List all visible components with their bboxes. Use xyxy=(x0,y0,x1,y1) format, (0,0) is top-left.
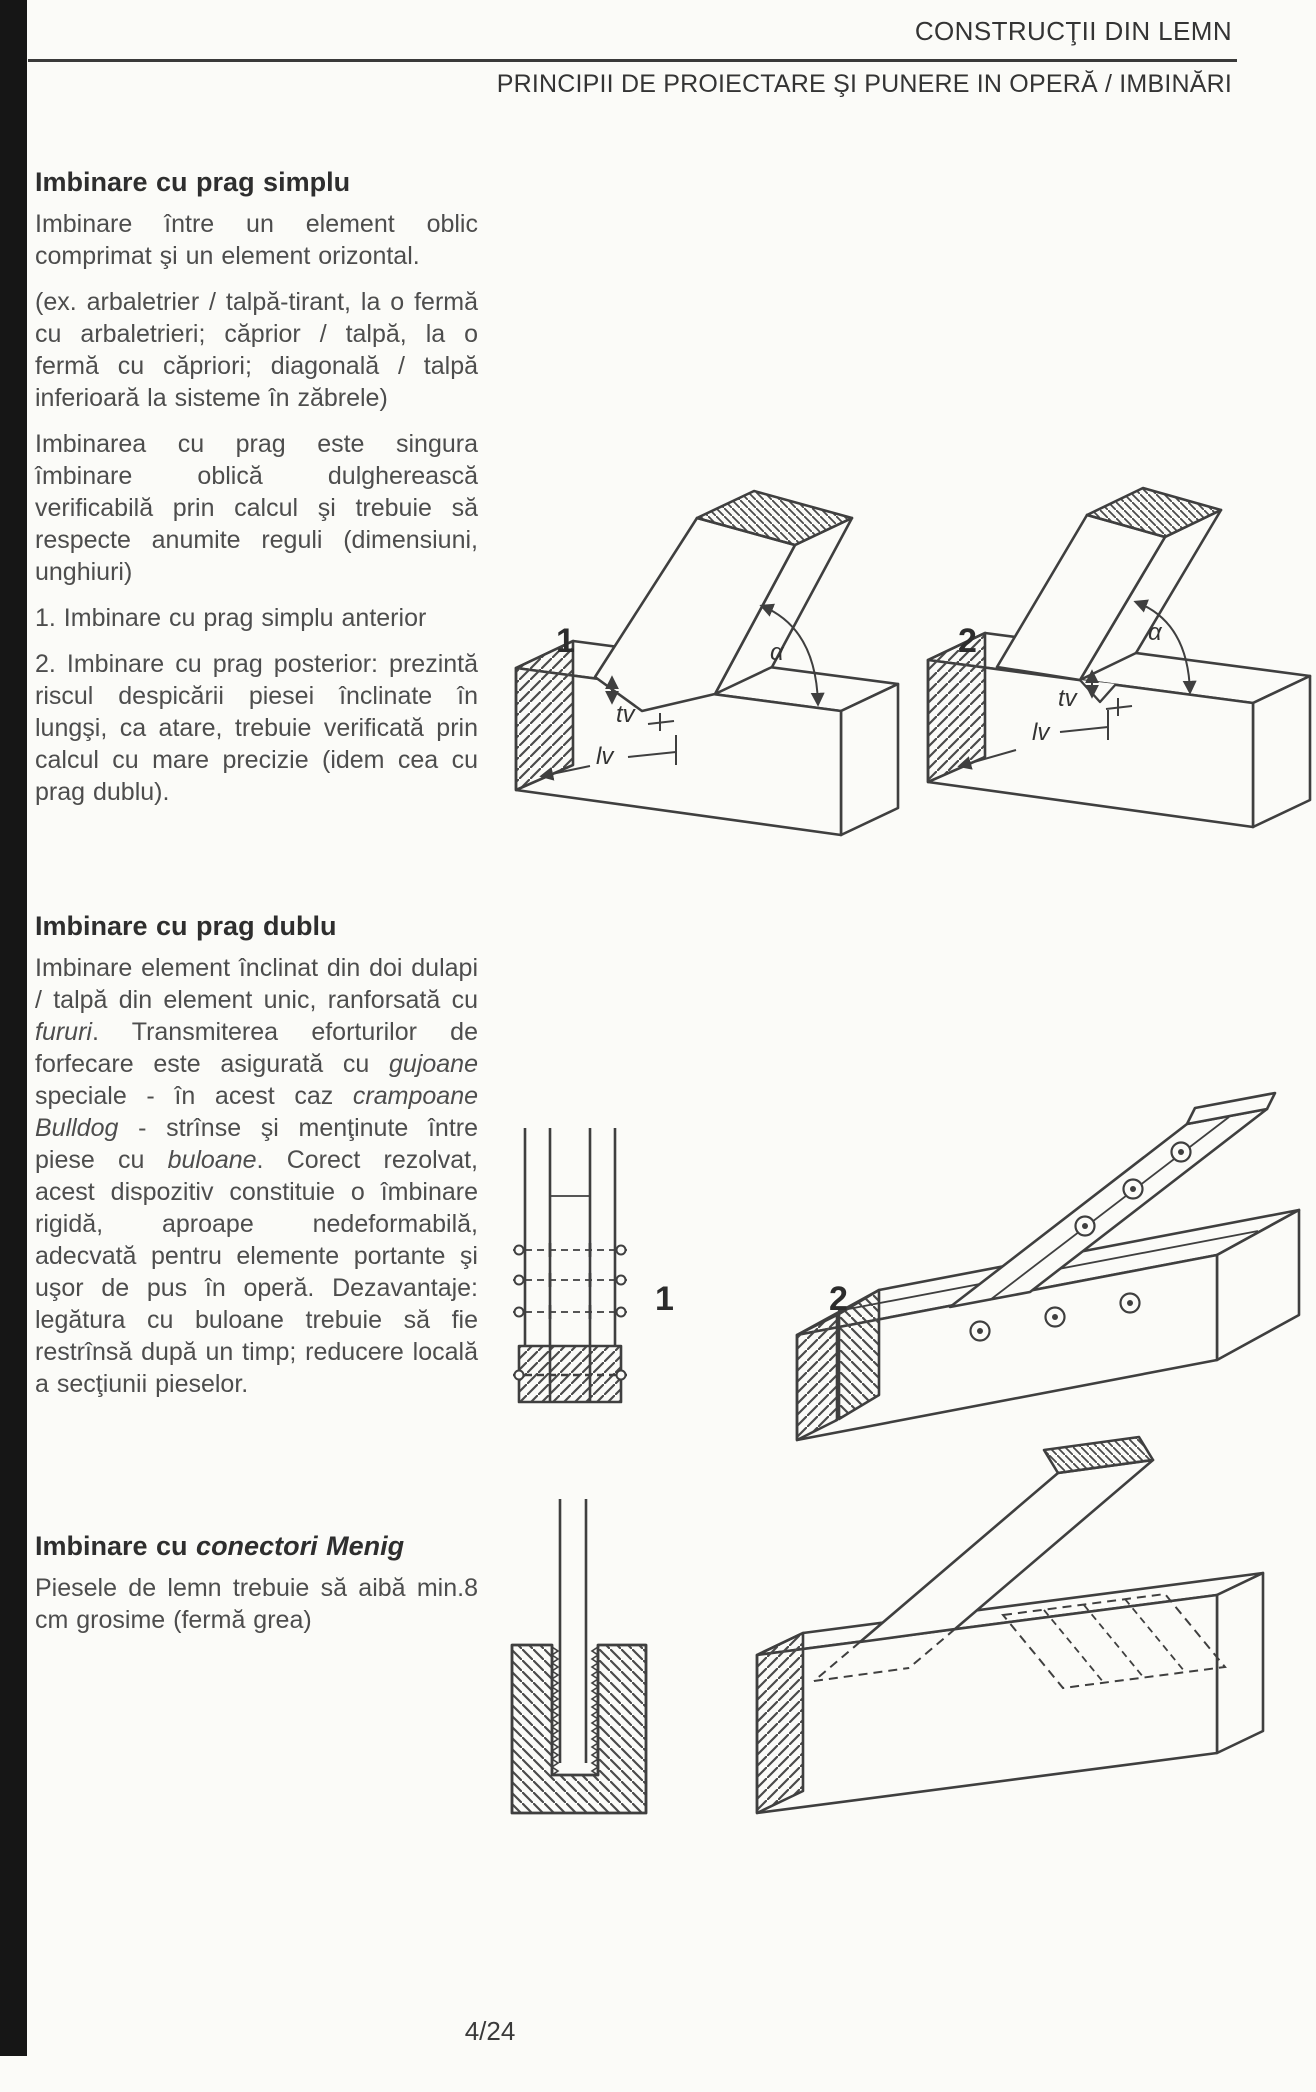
alpha-label: α xyxy=(1148,619,1162,646)
section1-paragraph-2: (ex. arbaletrier / talpă-tirant, la o fermă cu arbaletrieri; căprior / talpă, la o fermă cu căpriori; diagonală / talpă inferioară la sisteme în zăbrele) xyxy=(35,288,478,412)
section3-paragraph: Piesele de lemn trebuie să aibă min.8 cm grosime (fermă grea) xyxy=(35,1574,478,1634)
section1-title: Imbinare cu prag simplu xyxy=(35,167,351,197)
left-margin-bar xyxy=(0,0,27,2056)
figure-prag-dublu-elevation xyxy=(505,1120,715,1420)
figure-menig-channel xyxy=(500,1495,670,1825)
figure-number: 1 xyxy=(655,1280,674,1318)
text-run-italic: conectori Menig xyxy=(196,1531,405,1561)
text-run: - strînse şi menţinute între piese cu xyxy=(35,1114,478,1174)
hanging-member xyxy=(560,1499,586,1763)
section3-title xyxy=(35,1530,478,1562)
section2-title: Imbinare cu prag dublu xyxy=(35,911,337,941)
text-run: Imbinare element înclinat din doi dulapi / talpă din element unic, ranforsată cu xyxy=(35,954,478,1014)
figure-number: 2 xyxy=(829,1280,848,1318)
tv-label: tv xyxy=(616,701,635,728)
text-run: speciale - în acest caz xyxy=(35,1082,353,1110)
text-run: Imbinare cu xyxy=(35,1531,197,1561)
section-prag-simplu xyxy=(35,166,478,808)
section2-paragraph xyxy=(35,952,478,1400)
text-run: . Transmiterea eforturilor de forfecare este asigurată cu xyxy=(35,1018,478,1078)
text-run: . Corect rezolvat, acest dispozitiv constituie o îmbinare rigidă, aproape nedeformabilă, adecvată pentru elemente portante şi uşor de pus în operă. Dezavantaje: legătura cu buloane trebuie să fie restrînsă după un timp; reducere locală a secţiunii pieselor. xyxy=(35,1146,478,1398)
laminated-members xyxy=(525,1128,615,1346)
section1-paragraph-1: Imbinare între un element oblic comprimat şi un element orizontal. xyxy=(35,210,478,270)
figure-prag-posterior xyxy=(860,430,1316,840)
header-subtitle: PRINCIPII DE PROIECTARE ŞI PUNERE IN OPERĂ / IMBINĂRI xyxy=(496,70,1232,98)
figure-menig-perspective xyxy=(745,1415,1305,1830)
beam-end-grain-hatch xyxy=(516,641,573,790)
base-block xyxy=(513,1346,627,1402)
figure-number: 1 xyxy=(556,622,575,660)
header-rule xyxy=(28,59,1237,62)
bolt-rows xyxy=(513,1243,627,1319)
beam-end-grain-hatch xyxy=(757,1633,803,1813)
section1-item-2: 2. Imbinare cu prag posterior: prezintă riscul despicării piesei înclinate în lungşi, ca atare, trebuie verificată prin calcul cu mare precizie (idem cea cu prag dublu). xyxy=(35,650,478,806)
page-number: 4/24 xyxy=(464,2016,516,2046)
text-run-italic: fururi xyxy=(35,1018,92,1046)
document-title: CONSTRUCŢII DIN LEMN xyxy=(914,16,1232,46)
section1-paragraph-3: Imbinarea cu prag este singura îmbinare oblică dulgherească verificabilă prin calcul şi trebuie să respecte anumite reguli (dimensiuni, unghiuri) xyxy=(35,430,478,586)
figure-prag-dublu-perspective xyxy=(785,1020,1316,1440)
tv-label: tv xyxy=(1058,685,1077,712)
alpha-label: α xyxy=(770,639,784,666)
lv-label: lv xyxy=(596,743,614,770)
section-prag-dublu xyxy=(35,910,478,1400)
section-conectori-menig xyxy=(35,1530,478,1636)
toothed-channel xyxy=(512,1645,646,1813)
section1-item-1: 1. Imbinare cu prag simplu anterior xyxy=(35,604,427,632)
lv-label: lv xyxy=(1032,719,1050,746)
figure-number: 2 xyxy=(958,622,977,660)
text-run-italic: gujoane xyxy=(389,1050,478,1078)
text-run-italic: buloane xyxy=(167,1146,257,1174)
text-run-italic: crampoane Bulldog xyxy=(35,1082,478,1142)
strut xyxy=(997,488,1221,680)
figure-prag-simplu-anterior xyxy=(420,460,920,860)
beam xyxy=(757,1573,1263,1813)
